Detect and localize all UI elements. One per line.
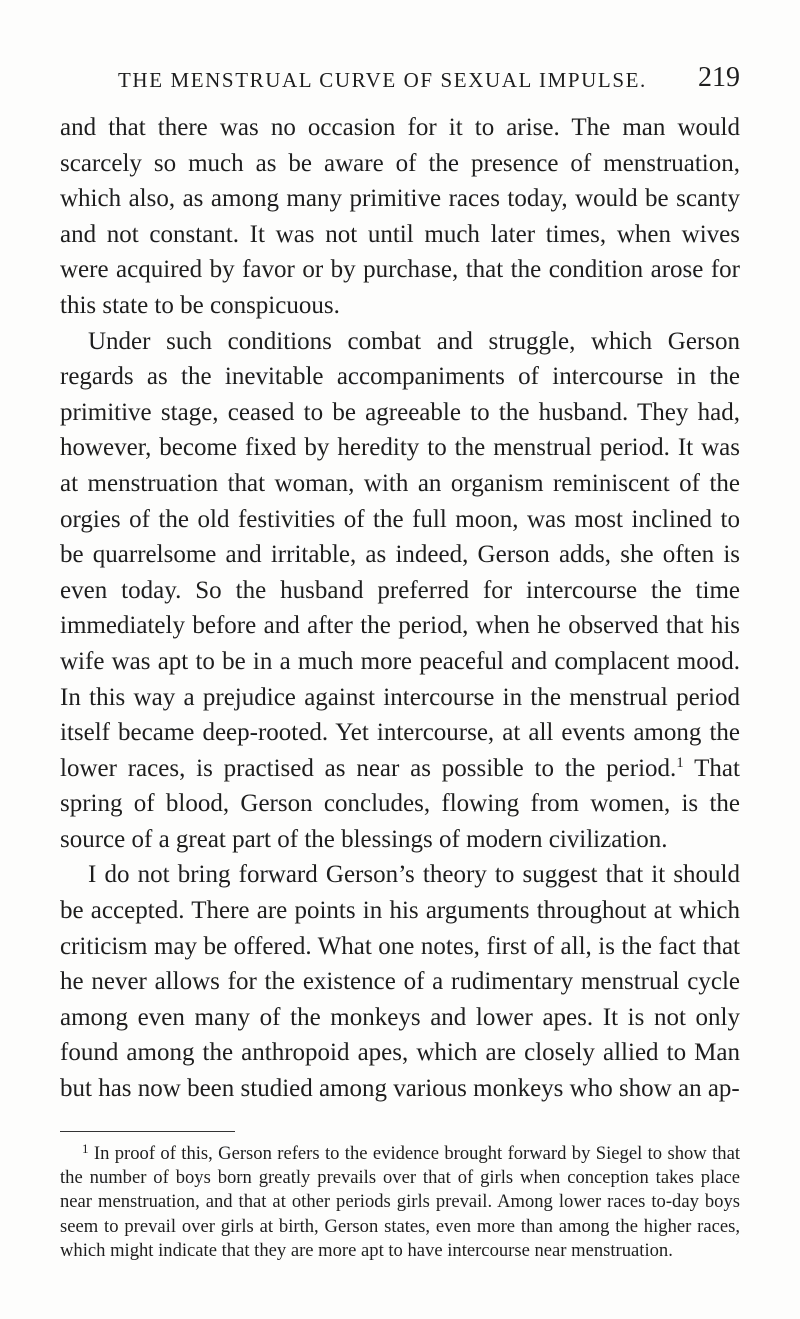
footnote-1 bbox=[60, 1142, 740, 1263]
footnote-reference[interactable]: 1 bbox=[676, 754, 684, 771]
footnote-divider bbox=[60, 1131, 235, 1132]
footnote-text: In proof of this, Gerson refers to the evidence brought forward by Siegel to show that the number of boys born greatly prevails over that of girls when conception takes place near menstruation, and that at other periods girls prevail. Among lower races to-day boys seem to prevail over girls at birth, Gerson states, even more than among the higher races, which might indicate that they are more apt to have intercourse near menstruation. bbox=[60, 1142, 740, 1261]
footnotes bbox=[60, 1142, 740, 1263]
running-head bbox=[60, 62, 740, 106]
paragraph-2-continuation: That spring of blood, Gerson concludes, flowing from women, is the source of a great part of the blessings of modern civilization. bbox=[60, 754, 740, 853]
book-page bbox=[60, 62, 740, 1263]
paragraph-2-text: Under such conditions combat and struggle, which Gerson regards as the inevitable accompaniments of intercourse in the primitive stage, ceased to be agreeable to the husband. They had, however, become fixed by heredity to the menstrual period. It was at menstruation that woman, with an organism reminiscent of the orgies of the old festivities of the full moon, was most inclined to be quarrelsome and irritable, as indeed, Gerson adds, she often is even today. So the husband preferred for intercourse the time immediately before and after the period, when he observed that his wife was apt to be in a much more peaceful and complacent mood. In this way a prejudice against intercourse in the menstrual period itself became deep-rooted. Yet intercourse, at all events among the lower races, is practised as near as possible to the period. bbox=[60, 327, 740, 782]
body-text bbox=[60, 110, 740, 1107]
paragraph-1: and that there was no occasion for it to arise. The man would scarcely so much as be aware of the presence of menstruation, which also, as among many primitive races today, would be scanty and not constant. It was not until much later times, when wives were acquired by favor or by purchase, that the condition arose for this state to be conspicuous. bbox=[60, 114, 740, 319]
paragraph-2 bbox=[60, 324, 740, 858]
paragraph-3: I do not bring forward Gerson’s theory to suggest that it should be accepted. There are points in his arguments throughout at which criticism may be offered. What one notes, first of all, is the fact that he never allows for the existence of a rudimentary menstrual cycle among even many of the monkeys and lower apes. It is not only found among the anthropoid apes, which are closely allied to Man but has now been studied among various monkeys who show an ap- bbox=[60, 861, 740, 1103]
footnote-marker: 1 bbox=[82, 1140, 89, 1156]
page-number: 219 bbox=[698, 62, 740, 93]
running-title: THE MENSTRUAL CURVE OF SEXUAL IMPULSE. bbox=[118, 68, 647, 92]
